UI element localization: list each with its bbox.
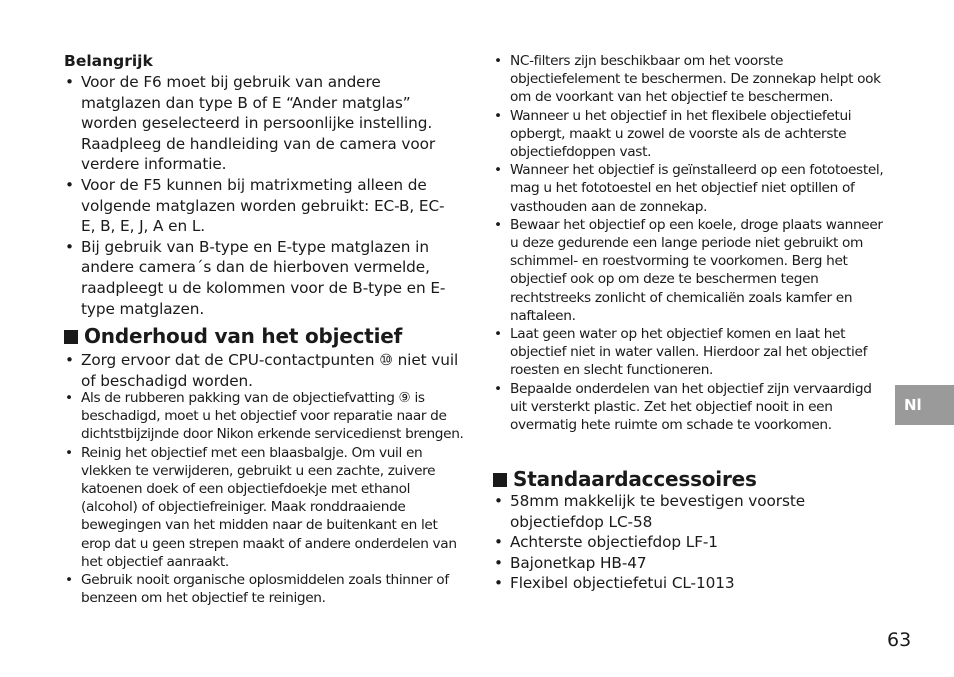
list-item: • Voor de F5 kunnen bij matrixmeting alleen de volgende matglazen worden gebruikt: EC-B, EC-E, B, E, J, A en L.: [64, 175, 456, 237]
maintenance-list: [64, 389, 464, 607]
list-item: • NC-filters zijn beschikbaar om het voorste objectiefelement te beschermen. De zonnekap helpt ook om de voorkant van het objectief te beschermen.: [493, 52, 889, 107]
language-tab: Nl: [895, 385, 954, 425]
list-item: • Reinig het objectief met een blaasbalgje. Om vuil en vlekken te verwijderen, gebruikt u een zachte, zuivere katoenen doek of een objectiefdoekje met ethanol (alcohol) of objectiefreiniger. Maak ronddraaiende bewegingen van het midden naar de buitenkant en let erop dat u geen strepen maakt of andere onderdelen van het objectief aanraakt.: [64, 444, 464, 571]
list-item: • Bepaalde onderdelen van het objectief zijn vervaardigd uit versterkt plastic. Zet het objectief nooit in een overmatig hete ruimte om schade te voorkomen.: [493, 380, 889, 435]
list-item: • Bajonetkap HB-47: [493, 553, 823, 574]
list-item: • Bewaar het objectief op een koele, droge plaats wanneer u deze gedurende een lange periode niet gebruikt om schimmel- en roestvorming te voorkomen. Berg het objectief ook op om deze te beschermen tegen rechtstreeks zonlicht of chemicaliën zoals kamfer en naftaleen.: [493, 216, 889, 325]
section-square-icon: [64, 330, 78, 344]
list-item: • Voor de F6 moet bij gebruik van andere matglazen dan type B of E “Ander matglas” worden geselecteerd in persoonlijke instelling. Raadpleeg de handleiding van de camera voor verdere informatie.: [64, 72, 456, 175]
maintenance-title: Onderhoud van het objectief: [64, 324, 402, 348]
accessories-title: Standaardaccessoires: [493, 467, 757, 491]
maintenance-list-lead: [64, 350, 460, 391]
list-item: • Gebruik nooit organische oplosmiddelen zoals thinner of benzeen om het objectief te reinigen.: [64, 571, 464, 607]
section-square-icon: [493, 473, 507, 487]
list-item: • Wanneer het objectief is geïnstalleerd op een fototoestel, mag u het fototoestel en het objectief niet optillen of vasthouden aan de zonnekap.: [493, 161, 889, 216]
list-item: • Bij gebruik van B-type en E-type matglazen in andere camera´s dan de hierboven vermelde, raadpleegt u de kolommen voor de B-type en E-type matglazen.: [64, 237, 456, 319]
list-item: • Als de rubberen pakking van de objectiefvatting ⑨ is beschadigd, moet u het objectief voor reparatie naar de dichtstbijzijnde door Nikon erkende servicedienst brengen.: [64, 389, 464, 444]
page-number: 63: [887, 629, 912, 651]
list-item: • Achterste objectiefdop LF-1: [493, 532, 823, 553]
important-list: [64, 72, 456, 319]
accessories-list: [493, 491, 823, 594]
important-heading: Belangrijk: [64, 52, 153, 70]
list-item: • Laat geen water op het objectief komen en laat het objectief niet in water vallen. Hierdoor zal het objectief roesten en slecht functioneren.: [493, 325, 889, 380]
list-item: • Zorg ervoor dat de CPU-contactpunten ⑩ niet vuil of beschadigd worden.: [64, 350, 460, 391]
care-list: [493, 52, 889, 434]
list-item: • Flexibel objectiefetui CL-1013: [493, 573, 823, 594]
list-item: • Wanneer u het objectief in het flexibele objectiefetui opbergt, maakt u zowel de voorste als de achterste objectiefdoppen vast.: [493, 107, 889, 162]
list-item: • 58mm makkelijk te bevestigen voorste objectiefdop LC-58: [493, 491, 823, 532]
